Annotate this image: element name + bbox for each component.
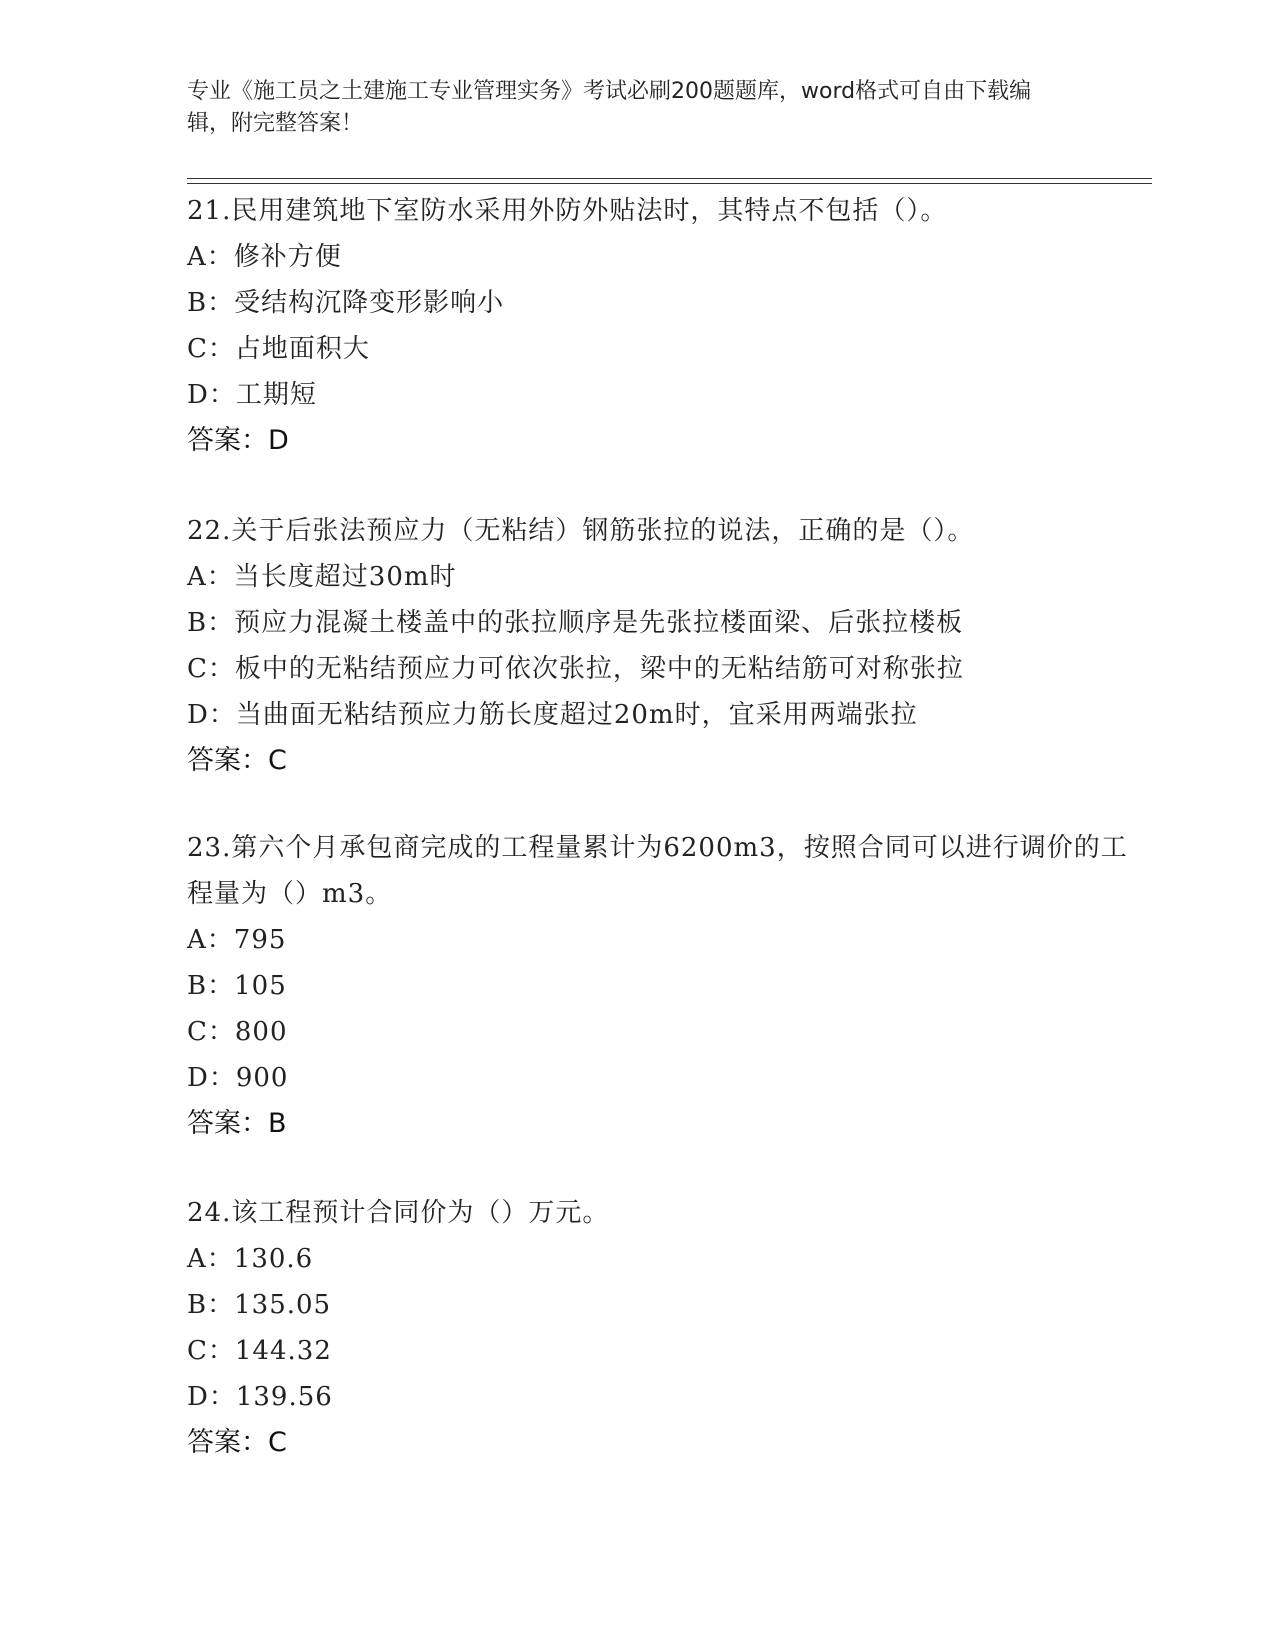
question-21 xyxy=(187,188,1147,464)
question-stem: 22.关于后张法预应力（无粘结）钢筋张拉的说法，正确的是（）。 xyxy=(187,516,975,546)
header-divider-top xyxy=(187,178,1152,179)
option-a: A：修补方便 xyxy=(187,242,342,272)
option-a: A：当长度超过30m时 xyxy=(187,562,457,592)
question-stem: 23.第六个月承包商完成的工程量累计为6200m3，按照合同可以进行调价的工程量为（）m3。 xyxy=(187,833,1128,909)
answer-label: 答案：B xyxy=(187,1108,287,1139)
option-c: C：800 xyxy=(187,1017,288,1047)
answer-label: 答案：D xyxy=(187,425,289,456)
answer-label: 答案：C xyxy=(187,1427,287,1458)
option-d: D：当曲面无粘结预应力筋长度超过20m时，宜采用两端张拉 xyxy=(187,700,918,730)
option-d: D：139.56 xyxy=(187,1382,333,1412)
option-b: B：受结构沉降变形影响小 xyxy=(187,288,505,318)
question-24 xyxy=(187,1190,1147,1466)
question-22 xyxy=(187,508,1147,784)
header-divider-bottom xyxy=(187,183,1152,184)
question-stem: 24.该工程预计合同价为（）万元。 xyxy=(187,1198,610,1228)
option-c: C：144.32 xyxy=(187,1336,332,1366)
option-b: B：105 xyxy=(187,971,287,1001)
option-d: D：工期短 xyxy=(187,380,317,410)
option-a: A：795 xyxy=(187,925,287,955)
question-23 xyxy=(187,825,1147,1147)
document-header: 专业《施工员之土建施工专业管理实务》考试必刷200题题库，word格式可自由下载编辑，附完整答案！ xyxy=(187,79,1032,136)
option-b: B：135.05 xyxy=(187,1290,332,1320)
option-d: D：900 xyxy=(187,1063,289,1093)
answer-label: 答案：C xyxy=(187,745,287,776)
option-a: A：130.6 xyxy=(187,1244,314,1274)
option-c: C：占地面积大 xyxy=(187,334,370,364)
option-c: C：板中的无粘结预应力可依次张拉，梁中的无粘结筋可对称张拉 xyxy=(187,654,964,684)
option-b: B：预应力混凝土楼盖中的张拉顺序是先张拉楼面梁、后张拉楼板 xyxy=(187,608,964,638)
question-stem: 21.民用建筑地下室防水采用外防外贴法时，其特点不包括（）。 xyxy=(187,196,948,226)
